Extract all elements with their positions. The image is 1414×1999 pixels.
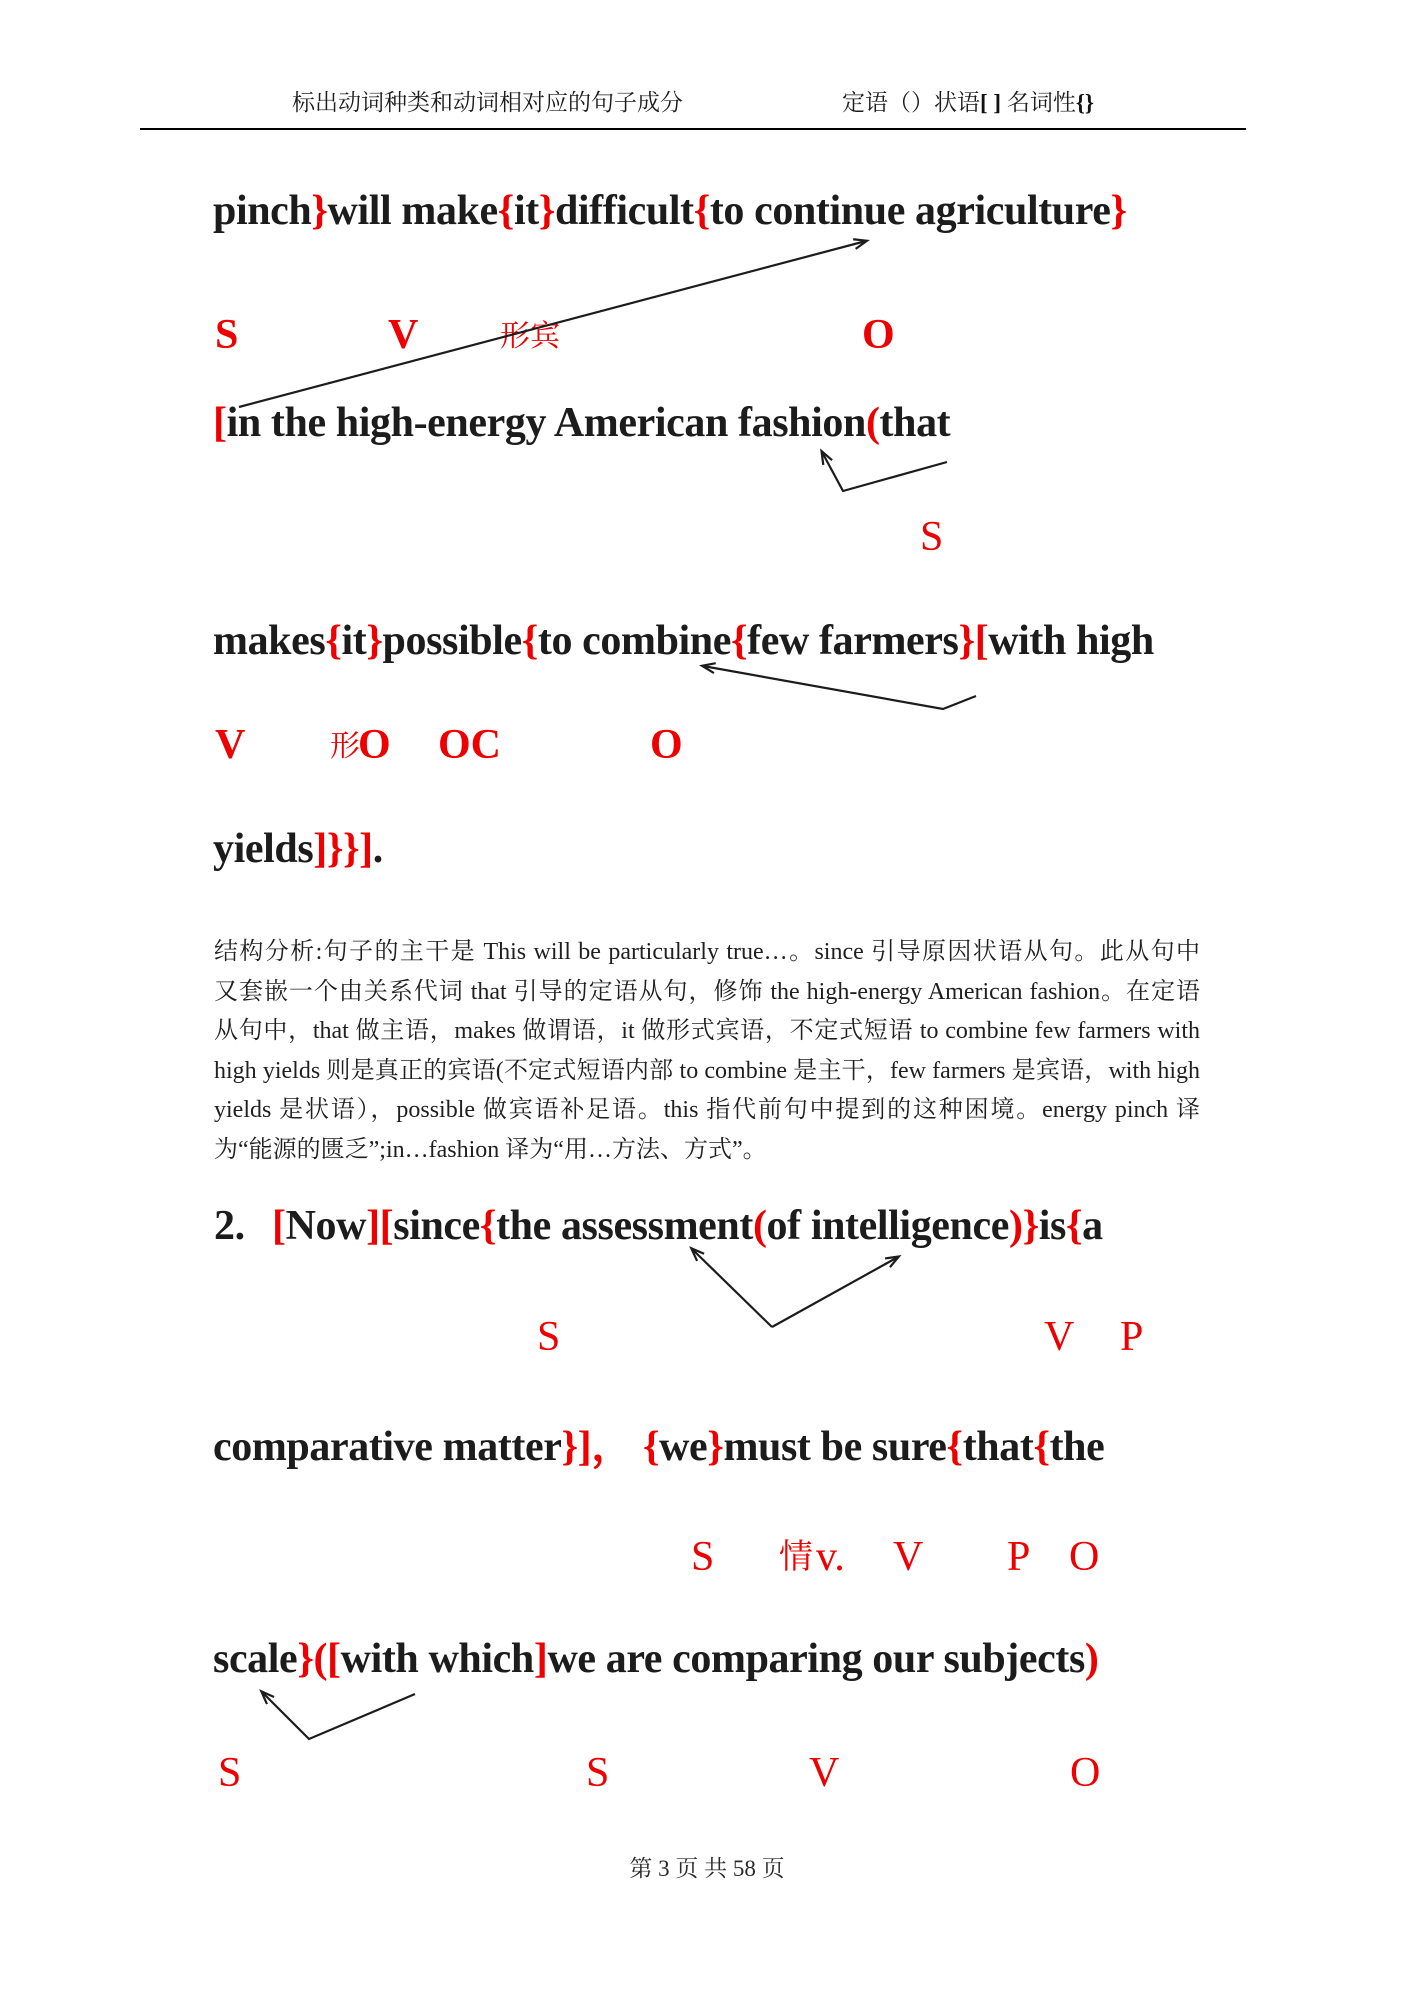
text-segment: must be sure <box>723 1424 947 1470</box>
header-left-title: 标出动词种类和动词相对应的句子成分 <box>292 90 683 115</box>
text-segment: makes <box>213 618 326 664</box>
page-footer: 第 3 页 共 58 页 <box>629 1856 785 1881</box>
sentence1-line2 <box>213 398 950 448</box>
text-segment: [ <box>272 1203 286 1249</box>
analysis-paragraph <box>214 933 1200 1170</box>
analysis-line: high yields 则是真正的宾语(不定式短语内部 to combine 是主干，few farmers 是宾语，with high <box>214 1057 1200 1084</box>
label-subject2: S <box>586 1750 610 1796</box>
sentence2-number: 2. <box>214 1203 245 1249</box>
grammar-label-row-3 <box>0 710 1414 766</box>
text-segment: [ ] <box>980 90 1002 115</box>
sentence1-line3 <box>213 616 1154 666</box>
analysis-line: yields 是状语），possible 做宾语补足语。this 指代前句中提到的这种困境。energy pinch 译 <box>214 1097 1200 1123</box>
text-segment: { <box>325 618 342 664</box>
text-segment: ( <box>865 400 880 446</box>
text-segment: the assessment <box>496 1203 753 1249</box>
text-segment: . <box>372 826 383 872</box>
text-segment: pinch <box>213 188 312 234</box>
text-segment: comparative matter <box>213 1424 562 1470</box>
analysis-line: 为“能源的匮乏”;in…fashion 译为“用…方法、方式”。 <box>214 1136 767 1163</box>
text-segment <box>633 1424 643 1470</box>
label-object: O <box>1069 1534 1100 1580</box>
text-segment: a <box>1082 1203 1103 1249</box>
label-object: O <box>358 722 391 768</box>
text-segment: scale <box>213 1636 298 1682</box>
label-qing: 情 <box>779 1539 813 1576</box>
analysis-line: 结构分析:句子的主干是 This will be particularly true…。since 引导原因状语从句。此从句中 <box>214 939 1200 965</box>
text-segment: } <box>538 188 555 234</box>
text-segment: } <box>366 618 383 664</box>
text-segment: Now <box>285 1203 367 1249</box>
label-verb: V <box>388 312 419 358</box>
text-segment: we <box>659 1424 708 1470</box>
text-segment: that <box>879 400 951 446</box>
label-subject: S <box>215 312 239 358</box>
header-right-legend <box>842 84 1094 117</box>
label-subject: S <box>218 1750 242 1796</box>
label-verb: V <box>893 1534 924 1580</box>
text-segment: ] <box>533 1636 548 1682</box>
text-segment: } <box>1110 188 1127 234</box>
text-segment: to continue agriculture <box>709 188 1111 234</box>
text-segment: { <box>642 1424 660 1470</box>
text-segment: few farmers <box>747 618 959 664</box>
label-predicative: P <box>1120 1314 1144 1360</box>
text-segment: { <box>1033 1424 1050 1470</box>
grammar-label-row-1 <box>0 300 1414 356</box>
text-segment: will make <box>327 188 498 234</box>
sentence2-line1 <box>272 1201 1103 1251</box>
text-segment: 定语（）状语 <box>842 90 980 115</box>
text-segment: [ <box>213 400 227 446</box>
label-xingbin: 形宾 <box>500 320 560 353</box>
label-verb: V <box>215 722 246 768</box>
text-segment: ][ <box>366 1203 394 1249</box>
text-segment: )} <box>1008 1203 1039 1249</box>
text-segment: difficult <box>554 188 694 234</box>
text-segment: { <box>479 1203 497 1249</box>
text-segment: { <box>1065 1203 1083 1249</box>
text-segment: ( <box>752 1203 767 1249</box>
label-subject: S <box>537 1314 561 1360</box>
label-verb: V <box>809 1750 840 1796</box>
label-object-compl: OC <box>438 722 501 768</box>
text-segment: { <box>521 618 538 664</box>
text-segment: }([ <box>297 1636 341 1682</box>
sentence1-line4 <box>213 824 383 874</box>
text-segment: it <box>341 618 367 664</box>
text-segment: is <box>1038 1203 1066 1249</box>
analysis-line: 从句中，that 做主语，makes 做谓语，it 做形式宾语，不定式短语 to combine few farmers with <box>214 1018 1200 1044</box>
label-object2: O <box>650 722 683 768</box>
text-segment: possible <box>382 618 522 664</box>
grammar-label-row-4 <box>0 1302 1414 1358</box>
text-segment: ) <box>1084 1636 1099 1682</box>
text-segment: ]}}] <box>313 826 373 872</box>
text-segment: 名词性 <box>1001 90 1076 115</box>
sentence2-line3 <box>213 1634 1099 1684</box>
text-segment: it <box>513 188 539 234</box>
text-segment: {} <box>1075 90 1094 115</box>
text-segment: with which <box>340 1636 534 1682</box>
label-predicative: P <box>1007 1534 1031 1580</box>
text-segment: } <box>707 1424 724 1470</box>
header-rule <box>140 128 1246 130</box>
grammar-label-row-2 <box>0 502 1414 558</box>
text-segment: yields <box>213 826 314 872</box>
arrow-to-scale <box>262 1692 415 1739</box>
text-segment: } <box>311 188 328 234</box>
label-modal-v: v. <box>816 1534 845 1580</box>
text-segment: }] <box>561 1424 592 1470</box>
text-segment: ， <box>591 1424 633 1470</box>
text-segment: of intelligence <box>766 1203 1009 1249</box>
sentence1-line1 <box>213 186 1127 236</box>
text-segment: { <box>946 1424 963 1470</box>
text-segment: } <box>958 618 975 664</box>
label-object: O <box>862 312 895 358</box>
text-segment: { <box>693 188 710 234</box>
label-subject: S <box>691 1534 715 1580</box>
label-subject-that: S <box>920 514 944 560</box>
text-segment: the <box>1049 1424 1105 1470</box>
text-segment: with high <box>988 618 1154 664</box>
text-segment: [ <box>974 618 989 664</box>
analysis-line: 又套嵌一个由关系代词 that 引导的定语从句，修饰 the high-energy American fashion。在定语 <box>214 978 1200 1005</box>
arrow-that-subject <box>822 452 947 491</box>
grammar-label-row-5 <box>0 1522 1414 1578</box>
label-object: O <box>1070 1750 1101 1796</box>
sentence2-line2 <box>213 1422 1104 1472</box>
grammar-label-row-6 <box>0 1738 1414 1794</box>
text-segment: { <box>497 188 514 234</box>
label-xing: 形 <box>330 730 360 763</box>
text-segment: to combine <box>537 618 732 664</box>
text-segment: in the high-energy American fashion <box>226 400 866 446</box>
text-segment: since <box>393 1203 480 1249</box>
arrow-withhigh-to-combine <box>703 666 976 709</box>
label-verb: V <box>1044 1314 1075 1360</box>
text-segment: { <box>731 618 748 664</box>
text-segment: that <box>962 1424 1034 1470</box>
text-segment: we are comparing our subjects <box>547 1636 1085 1682</box>
